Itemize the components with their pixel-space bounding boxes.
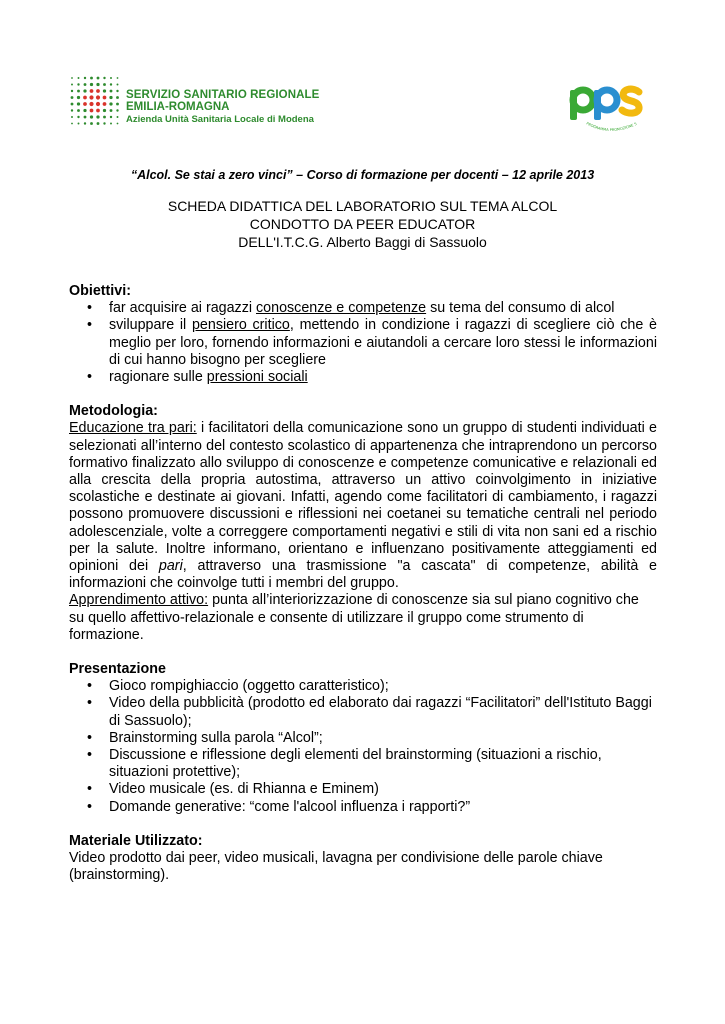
logo-dot (117, 77, 119, 79)
logo-dot (96, 102, 100, 106)
logo-dot (84, 116, 87, 119)
logo-dot (84, 122, 86, 124)
logo-dot (117, 116, 119, 118)
logo-dot (103, 89, 106, 92)
logo-dot (103, 83, 106, 86)
logo-dot (96, 115, 99, 118)
materiale-heading: Materiale Utilizzato: (69, 832, 203, 849)
logo-dot (71, 77, 73, 79)
logo-dot (77, 96, 80, 99)
logo-dot (71, 123, 73, 125)
pps-caption: PROGRAMMA PROMOZIONE S (585, 121, 638, 133)
logo-dot (117, 84, 119, 86)
logo-dot (110, 90, 113, 93)
logo-dot (71, 103, 74, 106)
logo-dot (109, 96, 112, 99)
logo-dot (116, 109, 118, 111)
materiale-text: Video prodotto dai peer, video musicali, lavagna per condivisione delle parole chiave (brainstorming). (69, 850, 603, 884)
list-item: • Video della pubblicità (prodotto ed elaborato dai ragazzi “Facilitatori” dell'Istituto Baggi di Sassuolo); (87, 695, 652, 729)
logo-dot (90, 77, 93, 80)
logo-dot (89, 95, 93, 99)
logo-dot (109, 102, 112, 105)
logo-dot (71, 116, 73, 118)
org-line1: SERVIZIO SANITARIO REGIONALE (126, 89, 320, 101)
logo-dot (110, 116, 112, 118)
logo-dot (71, 109, 73, 111)
logo-dot (96, 95, 100, 99)
logo-dot (71, 84, 73, 86)
apprendimento-label: Apprendimento attivo: (69, 592, 209, 609)
logo-dot (90, 109, 94, 113)
list-item: • Discussione e riflessione degli elementi del brainstorming (situazioni a rischio, situazioni protettive); (87, 747, 602, 781)
logo-dot (84, 77, 86, 79)
logo-dot (116, 96, 119, 99)
logo-dot (84, 83, 87, 86)
logo-dot (110, 83, 112, 85)
logo-dot (96, 83, 99, 86)
logo-dot (117, 123, 119, 125)
logo-dot (77, 116, 79, 118)
pps-logo-icon (566, 80, 639, 132)
logo-dot (90, 122, 93, 125)
logo-dot (103, 96, 107, 100)
logo-dot (103, 109, 106, 112)
logo-dot (83, 89, 86, 92)
obiettivi-list (69, 300, 657, 386)
logo-dot (116, 103, 119, 106)
logo-dot (90, 89, 94, 93)
logo-dot (103, 102, 107, 106)
rer-logo (68, 74, 328, 128)
logo-dot (103, 116, 106, 119)
metodologia-paragraph-1: Educazione tra pari: i facilitatori della comunicazione sono un gruppo di studenti individuati e selezionati all’interno del contesto scolastico di appartenenza che intraprendono un percorso formativo finalizzato allo sviluppo di conoscenze e competenze comunicative e relazionali ed alla crescita della propria autostima, attraverso un attivo coinvolgimento in iniziative scolastiche e destinate ai giovani. Infatti, agendo come facilitatori di cambiamento, i ragazzi possono promuovere discussioni e riflessioni nei coetanei su tematiche centrali nel periodo adolescenziale, volte a correggere comportamenti negativi e stili di vita non sani ed a rischio per la salute. Inoltre informano, orientano e influenzano positivamente atteggiamenti ed opinioni dei pari, attraverso una trasmissione "a cascata" di competenze, abilità e informazioni che coinvolge tutti i membri del gruppo. (69, 420, 657, 592)
org-line3: Azienda Unità Sanitaria Locale di Modena (126, 114, 314, 125)
logo-dot (71, 90, 73, 92)
logo-dot (77, 83, 79, 85)
list-item: • ragionare sulle pressioni sociali (87, 369, 308, 386)
logo-dot (103, 122, 105, 124)
logo-dot (77, 90, 80, 93)
rer-dotgrid-icon (68, 74, 124, 128)
logo-dot (110, 77, 112, 79)
logo-dot (90, 115, 93, 118)
logo-dot (103, 77, 105, 79)
obiettivi-heading: Obiettivi: (69, 283, 131, 299)
list-item: • Domande generative: “come l'alcool influenza i rapporti?” (87, 798, 471, 815)
logo-dot (116, 90, 118, 92)
org-line2: EMILIA-ROMAGNA (126, 101, 230, 113)
metodologia-heading: Metodologia: (69, 403, 158, 420)
logo-dot (97, 77, 100, 80)
logo-dot (97, 122, 100, 125)
list-item: • far acquisire ai ragazzi conoscenze e competenze su tema del consumo di alcol (87, 300, 615, 317)
educazione-label: Educazione tra pari: (69, 420, 197, 437)
logo-dot (110, 109, 113, 112)
list-item: • Gioco rompighiaccio (oggetto caratteristico); (87, 678, 389, 695)
title-line3: DELL'I.T.C.G. Alberto Baggi di Sassuolo (238, 234, 487, 250)
logo-dot (78, 123, 80, 125)
presentazione-list (69, 678, 657, 816)
logo-dot (90, 83, 93, 86)
course-subtitle: “Alcol. Se stai a zero vinci” – Corso di formazione per docenti – 12 aprile 2013 (130, 168, 595, 182)
logo-dot (89, 102, 93, 106)
logo-dot (78, 77, 80, 79)
logo-dot (71, 96, 74, 99)
logo-dot (96, 109, 100, 113)
logo-dot (83, 109, 86, 112)
title-line1: SCHEDA DIDATTICA DEL LABORATORIO SUL TEMA ALCOL (167, 198, 558, 214)
logo-dot (83, 96, 87, 100)
metodologia-paragraph-2: Apprendimento attivo: punta all’interiorizzazione di conoscenze sia sul piano cognitivo che su quello affettivo-relazionale e consente di utilizzare il gruppo come strumento di formazione. (69, 592, 639, 643)
logo-dot (77, 109, 80, 112)
logo-dot (77, 102, 80, 105)
list-item: • sviluppare il pensiero critico, mettendo in condizione i ragazzi di scegliere ciò che è meglio per loro, fornendo informazioni e aiutandoli a cercare loro stessi le informazioni di cui hanno bisogno per scegliere (87, 317, 658, 368)
document-title (0, 197, 725, 251)
presentazione-heading: Presentazione (69, 661, 166, 678)
logo-dot (96, 89, 100, 93)
pps-logo (566, 80, 648, 138)
document-body (69, 283, 657, 885)
logo-dot (110, 123, 112, 125)
rer-logo-text (126, 89, 319, 125)
list-item: • Brainstorming sulla parola “Alcol”; (87, 729, 323, 746)
logo-dot (83, 102, 87, 106)
title-line2: CONDOTTO DA PEER EDUCATOR (249, 216, 476, 232)
list-item: • Video musicale (es. di Rhianna e Eminem) (87, 781, 379, 798)
